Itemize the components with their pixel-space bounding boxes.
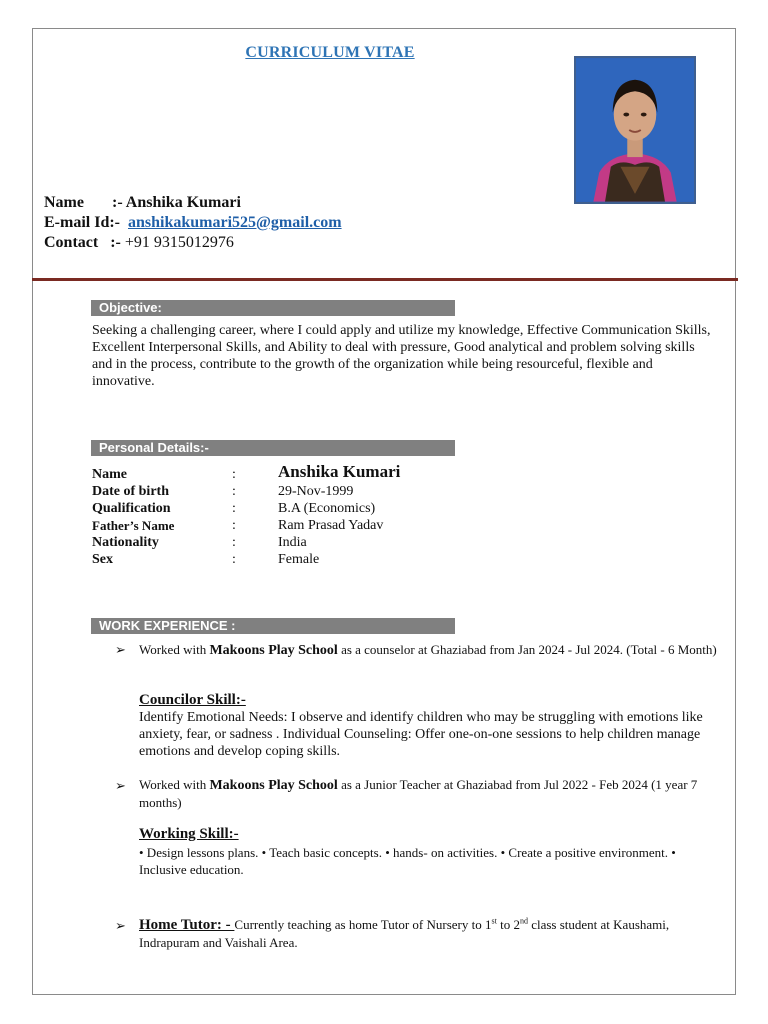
personal-value: Anshika Kumari bbox=[278, 462, 401, 481]
job-1-description bbox=[139, 641, 721, 659]
home-tutor-description bbox=[139, 916, 721, 951]
councilor-skill-title: Councilor Skill:- bbox=[139, 692, 246, 708]
header-contact-value: +91 9315012976 bbox=[124, 234, 234, 251]
personal-colon: : bbox=[232, 467, 236, 482]
personal-label: Name bbox=[92, 467, 127, 482]
councilor-skill-heading bbox=[139, 692, 721, 709]
header-name-label: Name :- bbox=[44, 194, 126, 211]
profile-photo bbox=[574, 56, 696, 204]
personal-colon: : bbox=[232, 484, 236, 499]
home-tutor-text-a: Currently teaching as home Tutor of Nursery to 1 bbox=[234, 917, 492, 932]
personal-label: Sex bbox=[92, 552, 113, 567]
work-experience-heading: WORK EXPERIENCE : bbox=[91, 618, 455, 634]
header-email-line bbox=[44, 214, 342, 232]
bullet-arrow-icon: ➢ bbox=[115, 918, 126, 933]
home-tutor-text-c: class student at Kaushami, Indrapuram and Vaishali Area. bbox=[139, 917, 670, 950]
job-2-post: as a Junior Teacher at Ghaziabad from Jul 2022 - Feb 2024 (1 year 7 months) bbox=[139, 777, 698, 810]
email-link[interactable]: anshikakumari525@gmail.com bbox=[128, 214, 342, 231]
personal-label: Qualification bbox=[92, 501, 171, 516]
job-1-org: Makoons Play School bbox=[209, 643, 338, 658]
job-1-pre: Worked with bbox=[139, 642, 210, 657]
personal-value: India bbox=[278, 535, 307, 550]
home-tutor-sup-a: st bbox=[491, 916, 497, 926]
personal-label: Nationality bbox=[92, 535, 159, 550]
objective-text: Seeking a challenging career, where I could apply and utilize my knowledge, Effective Communication Skills, Excellent Interpersonal Skills, and Ability to deal with pressure, Good analytical and problem solving skills and in the process, contribute to the growth of the organization while being resourceful, flexible and innovative. bbox=[92, 323, 711, 389]
personal-colon: : bbox=[232, 518, 236, 533]
personal-value: Ram Prasad Yadav bbox=[278, 518, 384, 533]
header-contact-label: Contact :- bbox=[44, 234, 125, 251]
header-email-label: E-mail Id:- bbox=[44, 214, 128, 231]
working-skill-title: Working Skill:- bbox=[139, 826, 239, 842]
personal-label: Date of birth bbox=[92, 484, 169, 499]
personal-colon: : bbox=[232, 501, 236, 516]
header-name-line bbox=[44, 194, 241, 212]
personal-colon: : bbox=[232, 552, 236, 567]
home-tutor-text-b: to 2 bbox=[496, 917, 520, 932]
personal-value: B.A (Economics) bbox=[278, 501, 376, 516]
personal-value: 29-Nov-1999 bbox=[278, 484, 354, 499]
personal-label: Father’s Name bbox=[92, 518, 175, 533]
header-name-value: Anshika Kumari bbox=[125, 194, 241, 211]
job-2-description bbox=[139, 776, 721, 812]
header-divider bbox=[32, 278, 738, 281]
working-skill-heading bbox=[139, 826, 721, 843]
home-tutor-heading: Home Tutor: - bbox=[139, 917, 235, 933]
personal-colon: : bbox=[232, 535, 236, 550]
objective-heading: Objective: bbox=[91, 300, 455, 316]
councilor-skill-text: Identify Emotional Needs: I observe and identify children who may be struggling with emotions like anxiety, fear, or sadness . Individual Counseling: Offer one-on-one sessions to help children manage emotions and develop coping skills. bbox=[139, 710, 703, 759]
bullet-arrow-icon: ➢ bbox=[115, 642, 126, 657]
job-1-post: as a counselor at Ghaziabad from Jan 2024 - Jul 2024. (Total - 6 Month) bbox=[337, 642, 717, 657]
personal-details-heading: Personal Details:- bbox=[91, 440, 455, 456]
header-contact-line bbox=[44, 234, 234, 252]
document-title: CURRICULUM VITAE bbox=[245, 44, 415, 61]
job-2-pre: Worked with bbox=[139, 777, 210, 792]
home-tutor-sup-b: nd bbox=[519, 916, 528, 926]
working-skill-text: • Design lessons plans. • Teach basic concepts. • hands- on activities. • Create a positive environment. • Inclusive education. bbox=[139, 845, 676, 877]
bullet-arrow-icon: ➢ bbox=[115, 778, 126, 793]
personal-value: Female bbox=[278, 552, 320, 567]
job-2-org: Makoons Play School bbox=[209, 778, 338, 793]
